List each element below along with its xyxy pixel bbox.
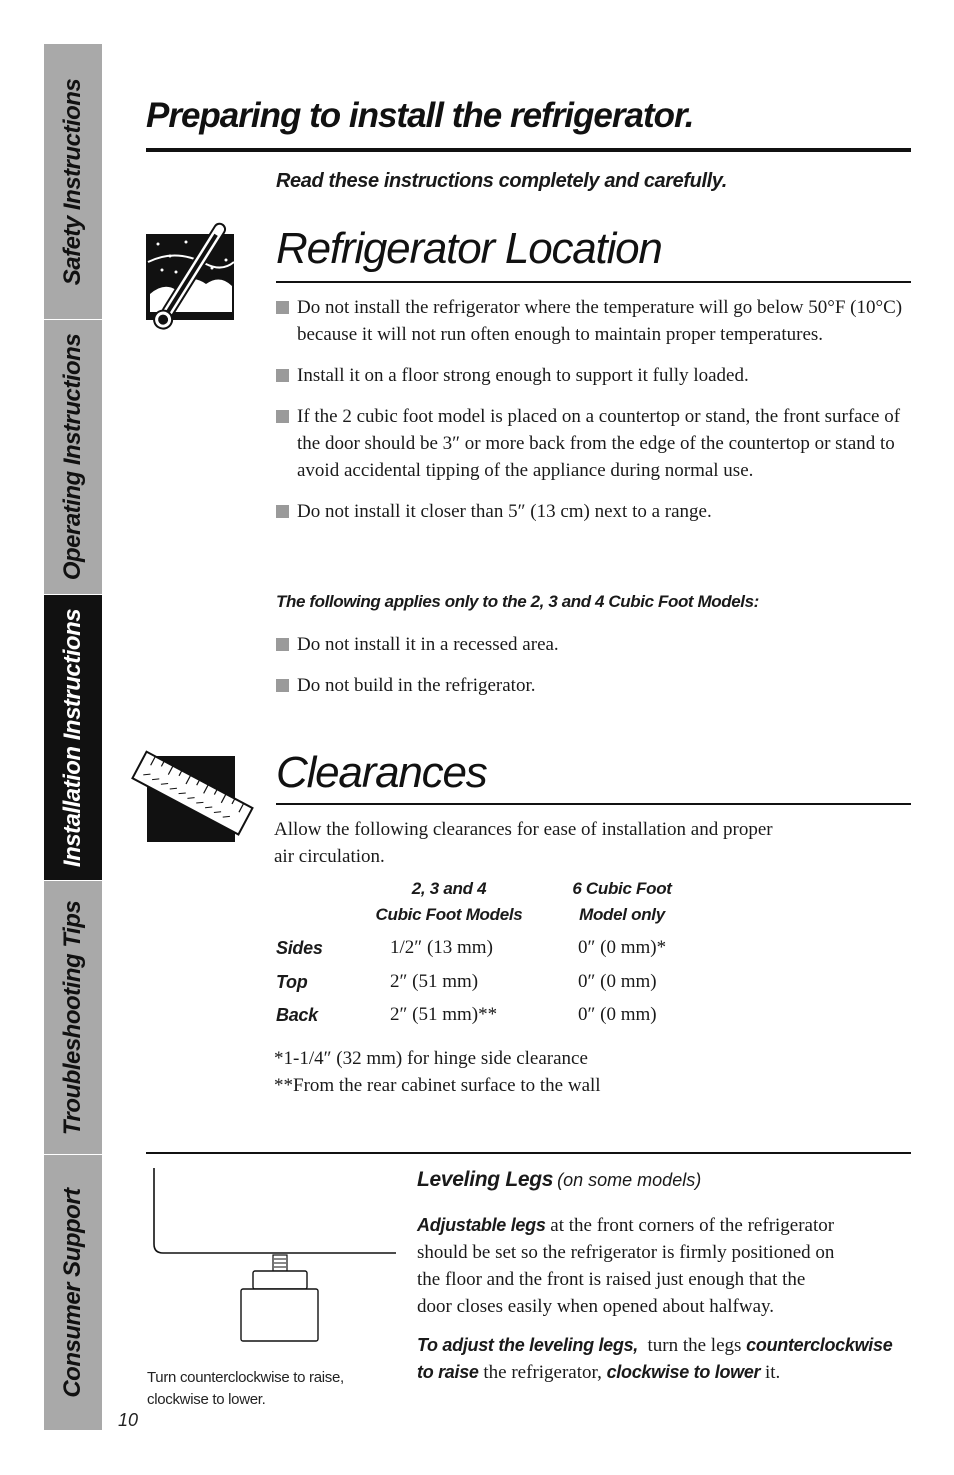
location-bullet-list	[276, 294, 906, 525]
list-item: Do not build in the refrigerator.	[276, 672, 906, 699]
leveling-leg-diagram	[146, 1164, 402, 1348]
tab-label: Troubleshooting Tips	[59, 900, 86, 1135]
leveling-paragraph-1: Adjustable legs at the front corners of the refrigerator should be set so the refrigerator is firmly positioned on the floor and the front is raised just enough that the door closes easily when opened about halfway.	[417, 1215, 835, 1317]
leveling-caption: Turn counterclockwise to raise, clockwise to lower.	[147, 1369, 344, 1408]
section-heading-clearances: Clearances	[276, 748, 487, 797]
models-note: The following applies only to the 2, 3 and 4 Cubic Foot Models:	[276, 592, 759, 611]
list-item: Do not install it in a recessed area.	[276, 631, 906, 658]
bullet-square-icon	[276, 410, 289, 423]
tab-installation-instructions[interactable]	[44, 595, 102, 881]
table-cell: 2″ (51 mm)**	[390, 1004, 498, 1025]
location-rule	[276, 281, 911, 283]
leveling-rule	[146, 1152, 911, 1154]
bullet-square-icon	[276, 369, 289, 382]
tab-label: Consumer Support	[59, 1187, 86, 1398]
table-cell: 0″ (0 mm)	[578, 1004, 657, 1025]
tab-safety-instructions[interactable]	[44, 44, 102, 320]
bullet-square-icon	[276, 679, 289, 692]
column-header-six-cubic-foot: 6 Cubic Foot Model only	[572, 879, 672, 924]
table-cell: 1/2″ (13 mm)	[390, 937, 493, 958]
bullet-square-icon	[276, 301, 289, 314]
list-item: Do not install the refrigerator where the temperature will go below 50°F (10°C) because it will not run often enough to maintain proper temperatures.	[276, 294, 906, 348]
tab-troubleshooting-tips[interactable]	[44, 881, 102, 1155]
tab-operating-instructions[interactable]	[44, 320, 102, 595]
clearances-footnotes: *1-1/4″ (32 mm) for hinge side clearance **From the rear cabinet surface to the wall	[274, 1048, 601, 1096]
clearances-rule	[276, 803, 911, 805]
list-item: Do not install it closer than 5″ (13 cm) next to a range.	[276, 498, 906, 525]
table-cell: 0″ (0 mm)*	[578, 937, 667, 958]
ruler-icon	[126, 744, 260, 846]
model-bullet-list	[276, 631, 906, 699]
table-cell: 0″ (0 mm)	[578, 971, 657, 992]
list-item: Install it on a floor strong enough to support it fully loaded.	[276, 362, 906, 389]
title-rule	[146, 148, 911, 152]
list-item: If the 2 cubic foot model is placed on a countertop or stand, the front surface of the door should be 3″ or more back from the edge of the countertop or stand to avoid accidental tipping of the appliance during normal use.	[276, 403, 906, 484]
table-cell: 2″ (51 mm)	[390, 971, 479, 992]
section-heading-location: Refrigerator Location	[276, 224, 662, 273]
page-number: 10	[118, 1410, 139, 1430]
tab-consumer-support[interactable]	[44, 1155, 102, 1431]
page-title: Preparing to install the refrigerator.	[146, 96, 694, 135]
bullet-square-icon	[276, 505, 289, 518]
leveling-heading: Leveling Legs (on some models)	[417, 1168, 702, 1191]
column-header-small-models: 2, 3 and 4 Cubic Foot Models	[375, 879, 523, 924]
table-row-label: Top	[276, 972, 308, 992]
tab-label: Installation Instructions	[59, 608, 86, 867]
clearances-intro: Allow the following clearances for ease of installation and proper air circulation.	[274, 819, 773, 867]
tab-label: Operating Instructions	[59, 333, 86, 581]
thermometer-icon	[146, 212, 238, 340]
table-row-label: Back	[276, 1005, 318, 1025]
table-row-label: Sides	[276, 938, 323, 958]
leveling-paragraph-2: To adjust the leveling legs, turn the legs counterclockwise to raise the refrigerator, clockwise to lower it.	[417, 1335, 893, 1383]
bullet-square-icon	[276, 638, 289, 651]
subtitle: Read these instructions completely and carefully.	[276, 170, 727, 192]
tab-label: Safety Instructions	[59, 78, 86, 285]
